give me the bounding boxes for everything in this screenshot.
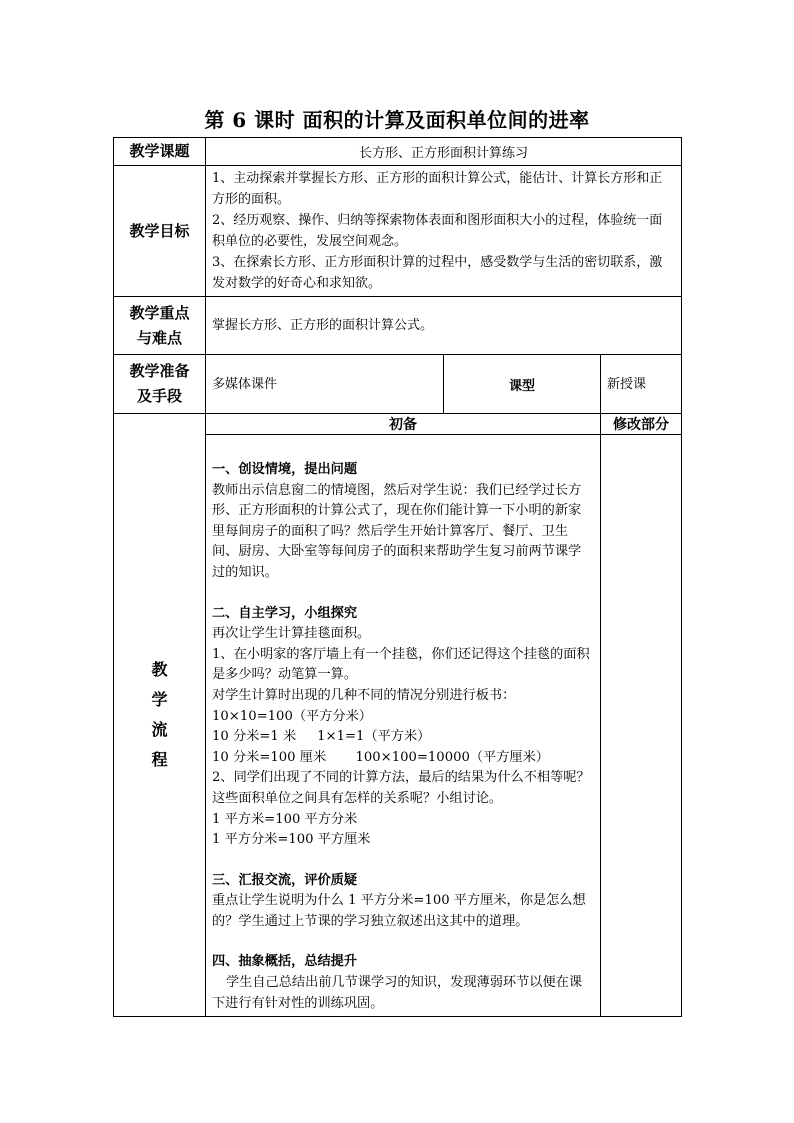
revise-content xyxy=(601,435,682,1017)
row-key-points xyxy=(114,297,682,355)
section-3-text: 重点让学生说明为什么 1 平方分米=100 平方厘米，你是怎么想的？学生通过上节课的学习独立叙述出这其中的道理。 xyxy=(212,893,586,929)
row-prep xyxy=(114,355,682,414)
goals-value xyxy=(206,166,682,297)
topic-value: 长方形、正方形面积计算练习 xyxy=(206,138,682,166)
section-heading-4: 四、抽象概括，总结提升 xyxy=(212,954,358,970)
section-2-line-1: 再次让学生计算挂毯面积。 xyxy=(212,626,371,642)
prep-value: 多媒体课件 xyxy=(206,355,444,414)
prep-label-line-1: 教学准备 xyxy=(129,362,190,380)
flow-label-char-3: 流 xyxy=(151,720,168,740)
row-topic xyxy=(114,138,682,166)
key-value: 掌握长方形、正方形的面积计算公式。 xyxy=(206,297,682,355)
section-heading-1: 一、创设情境，提出问题 xyxy=(212,462,358,477)
section-heading-2: 二、自主学习，小组探究 xyxy=(212,605,358,621)
key-label-line-1: 教学重点 xyxy=(129,303,190,322)
section-2-line-2: 1、在小明家的客厅墙上有一个挂毯，你们还记得这个挂毯的面积是多少吗？动笔算一算。 xyxy=(212,646,590,683)
prep-label xyxy=(114,355,206,414)
section-2-line-3: 对学生计算时出现的几种不同的情况分别进行板书： xyxy=(212,687,516,703)
goal-item-1: 1、主动探索并掌握长方形、正方形的面积计算公式，能估计、计算长方形和正方形的面积。 xyxy=(212,171,663,207)
section-2-line-6: 10 分米=100 厘米 100×100=10000（平方厘米） xyxy=(212,749,549,765)
lesson-plan-table xyxy=(113,137,682,1017)
row-goals xyxy=(114,166,682,297)
key-label-line-2: 与难点 xyxy=(136,328,182,347)
revise-column-header: 修改部分 xyxy=(601,414,682,435)
goal-item-2: 2、经历观察、操作、归纳等探索物体表面和图形面积大小的过程，体验统一面积单位的必要性，发展空间观念。 xyxy=(212,213,663,249)
lesson-type-label: 课型 xyxy=(444,355,601,414)
section-2-line-4: 10×10=100（平方分米） xyxy=(212,708,372,724)
topic-label: 教学课题 xyxy=(114,138,206,166)
page-title: 第 6 课时 面积的计算及面积单位间的进率 xyxy=(204,108,590,132)
draft-column-header: 初备 xyxy=(206,414,601,435)
key-label xyxy=(114,297,206,355)
prep-label-line-2: 及手段 xyxy=(136,387,182,405)
draft-content xyxy=(206,435,601,1017)
section-heading-3: 三、汇报交流，评价质疑 xyxy=(212,872,358,888)
section-1-text: 教师出示信息窗二的情境图，然后对学生说：我们已经学过长方形、正方形面积的计算公式了，现在你们能计算一下小明的新家里每间房子的面积了吗？然后学生开始计算客厅、餐厅、卫生间、厨房、大卧室等每间房子的面积来帮助学生复习前两节课学过的知识。 xyxy=(212,482,582,580)
section-2-line-7: 2、同学们出现了不同的计算方法，最后的结果为什么不相等呢？这些面积单位之间具有怎样的关系呢？小组讨论。 xyxy=(212,770,590,806)
section-2-line-5: 10 分米=1 米 1×1=1（平方米） xyxy=(212,729,431,745)
goals-label: 教学目标 xyxy=(114,166,206,297)
section-4-text: 学生自己总结出前几节课学习的知识，发现薄弱环节以便在课下进行有针对性的训练巩固。 xyxy=(212,975,583,1011)
flow-label-char-4: 程 xyxy=(151,750,168,770)
lesson-type-value: 新授课 xyxy=(601,355,682,414)
goal-item-3: 3、在探索长方形、正方形面积计算的过程中，感受数学与生活的密切联系，激发对数学的好奇心和求知欲。 xyxy=(212,255,663,291)
section-2-line-9: 1 平方分米=100 平方厘米 xyxy=(212,832,371,848)
flow-label-char-1: 教 xyxy=(151,660,168,680)
flow-label xyxy=(114,414,206,1017)
flow-label-char-2: 学 xyxy=(151,690,168,710)
row-flow-header xyxy=(114,414,682,435)
section-2-line-8: 1 平方米=100 平方分米 xyxy=(212,811,358,827)
